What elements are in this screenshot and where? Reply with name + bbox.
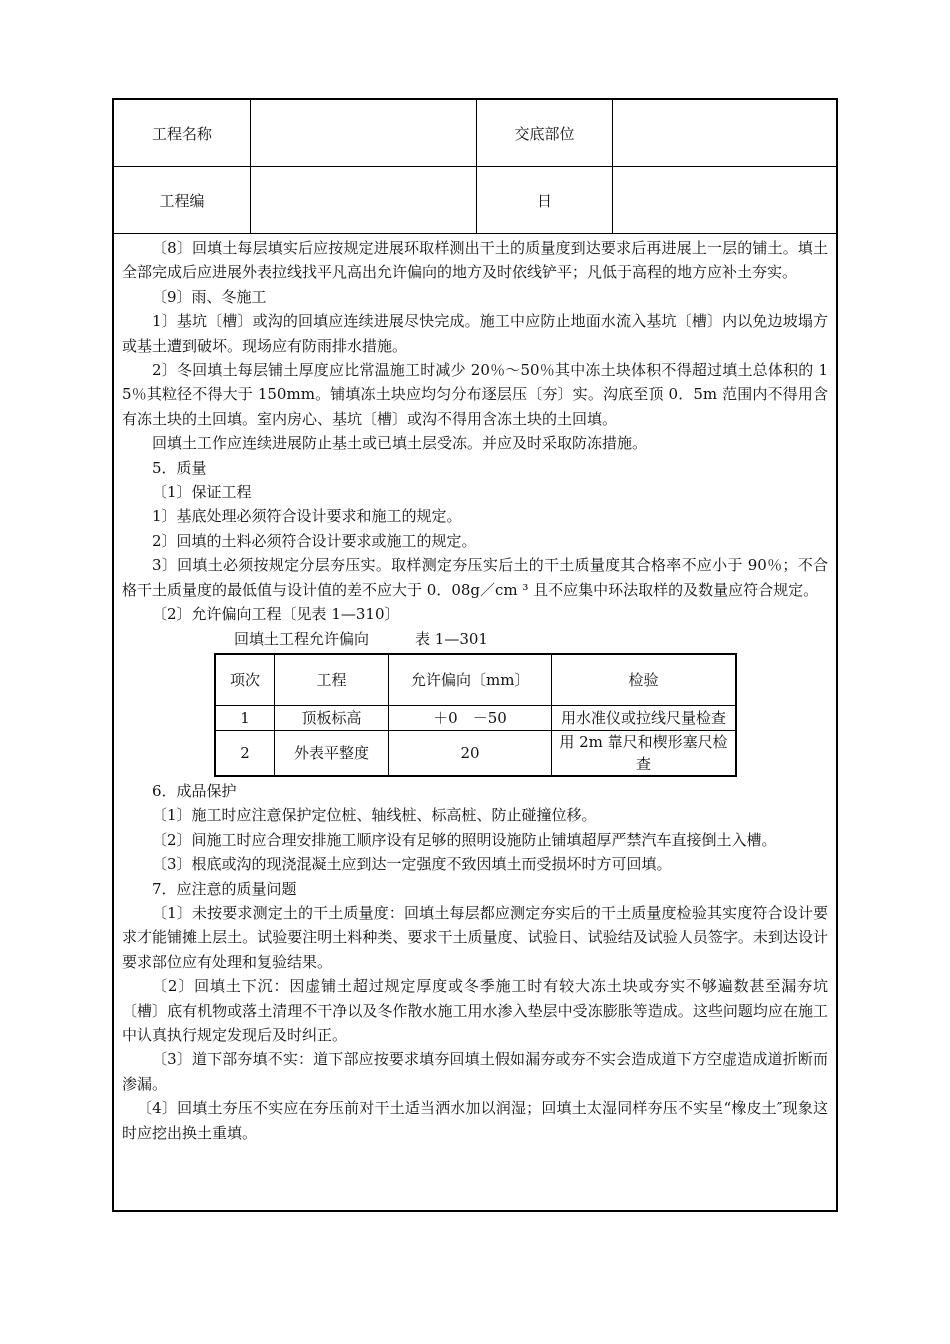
para-concrete-strength: 〔3〕根底或沟的现浇混凝土应到达一定强度不致因填土而受损坏时方可回填。 [152,855,672,874]
project-name-value [251,100,477,167]
para-compaction: 3〕回填土必须按规定分层夯压实。取样测定夯压实后土的干土质量度其合格率不应小于 90％；不合格干土质量度的最低值与设计值的差不应大于 0．08g／cm ³ 且不应集中环法取样的及数量应符合规定。 [122,556,828,599]
body-text [114,236,836,1145]
para-frost-protection: 回填土工作应连续进展防止基土或已填土层受冻。并应及时采取防冻措施。 [152,434,648,453]
cell: 20 [389,730,552,776]
para-quality-heading: 5．质量 [152,458,207,477]
para-density-testing: 〔1〕未按要求测定土的干土质量度：回填土每层都应测定夯实后的干土质量度检验其实度符合设计要求才能铺摊上层土。试验要注明土料种类、要求干土质量度、试验日、试验结及试验人员签字。未到达设计要求部位应有处理和复验结果。 [122,903,828,971]
header-tolerance: 允许偏向〔mm〕 [389,654,552,706]
cell: 用 2m 靠尺和楔形塞尺检查 [552,730,737,776]
tolerance-table [214,653,737,777]
para-winter-backfill: 2〕冬回填土每层铺土厚度应比常温施工时减少 20％～50％其中冻土块体积不得超过填土总体积的 15％其粒径不得大于 150mm。铺填冻土块应均匀分布逐层压〔夯〕实。沟底至顶 0．5m 范围内不得用含有冻土块的土回填。室内房心、基坑〔槽〕或沟不得用含冻土块的土回填。 [122,361,828,428]
table-caption [122,627,828,651]
cell: ＋0 －50 [389,705,552,730]
table-row [215,730,736,776]
header-item: 工程 [275,654,389,706]
disclosure-sheet [112,98,838,1212]
para-backfill-sampling: 〔8〕回填土每层填实后应按规定进展环取样测出干土的质量度到达要求后再进展上一层的铺土。填土全部完成后应进展外表拉线找平凡高出允许偏向的地方及时依线铲平；凡低于高程的地方应补土夯实。 [122,239,828,282]
location-label: 交底部位 [477,100,613,167]
para-fill-material: 2〕回填的土料必须符合设计要求或施工的规定。 [152,531,477,550]
header-item-no: 项次 [215,654,275,706]
para-quality-issues-heading: 7．应注意的质量问题 [152,879,297,898]
location-value [613,100,836,167]
table-header-row [215,654,736,706]
date-label: 日 [477,167,613,234]
para-base-treatment: 1〕基底处理必须符合设计要求和施工的规定。 [152,507,462,526]
cell: 用水准仪或拉线尺量检查 [552,705,737,730]
para-rain-winter-heading: 〔9〕雨、冬施工 [152,287,267,306]
table-row [215,705,736,730]
header-inspection: 检验 [552,654,737,706]
cell: 顶板标高 [275,705,389,730]
table-caption-number: 表 1—301 [415,629,488,648]
para-pipe-compaction: 〔3〕道下部夯填不实：道下部应按要求填夯回填土假如漏夯或夯不实会造成道下方空虚造成道折断而渗漏。 [122,1050,828,1093]
para-guarantee-heading: 〔1〕保证工程 [152,483,252,502]
date-value [613,167,836,234]
para-protect-stakes: 〔1〕施工时应注意保护定位桩、轴线桩、标高桩、防止碰撞位移。 [152,806,597,825]
project-no-value [251,167,477,234]
para-pit-backfill: 1〕基坑〔槽〕或沟的回填应连续进展尽快完成。施工中应防止地面水流入基坑〔槽〕内以免边坡塌方或基土遭到破坏。现场应有防雨排水措施。 [122,312,828,355]
cell: 外表平整度 [275,730,389,776]
cell: 1 [215,705,275,730]
para-tolerance-heading: 〔2〕允许偏向工程〔见表 1—310〕 [152,605,400,624]
header-table [114,100,836,234]
para-rubber-soil: 〔4〕回填土夯压不实应在夯压前对干土适当洒水加以润湿；回填土太湿同样夯压不实呈“橡皮土″现象这时应挖出换土重填。 [122,1099,828,1142]
project-name-label: 工程名称 [114,100,251,167]
para-construction-sequence: 〔2〕间施工时应合理安排施工顺序设有足够的照明设施防止铺填超厚严禁汽车直接倒土入槽。 [152,830,777,849]
para-settlement: 〔2〕回填土下沉：因虚铺土超过规定厚度或冬季施工时有较大冻土块或夯实不够遍数甚至漏夯坑〔槽〕底有机物或落土清理不干净以及冬作散水施工用水渗入垫层中受冻膨胀等造成。这些问题均应在施工中认真执行规定发现后及时纠正。 [122,977,828,1044]
para-protection-heading: 6．成品保护 [152,781,237,800]
project-no-label: 工程编 [114,167,251,234]
table-caption-title: 回填土工程允许偏向 [234,629,370,648]
cell: 2 [215,730,275,776]
